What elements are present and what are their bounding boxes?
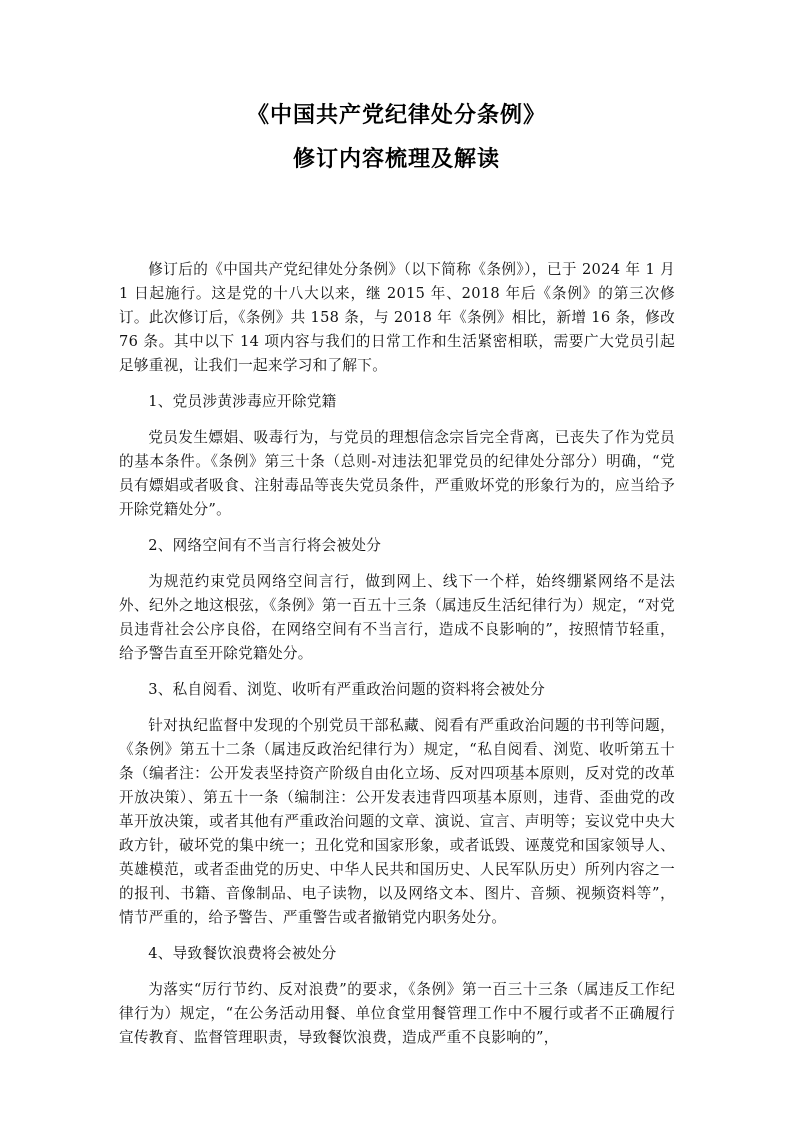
section-paragraph-3: 针对执纪监督中发现的个别党员干部私藏、阅看有严重政治问题的书刊等问题，《条例》第五十二条（属违反政治纪律行为）规定，“私自阅看、浏览、收听第五十条（编者注：公开发表坚持资产阶级自由化立场、反对四项基本原则，反对党的改革开放决策）、第五十一条（编制注：公开发表违背四项基本原则，违背、歪曲党的改革开放决策，或者其他有严重政治问题的文章、演说、宣言、声明等；妄议党中央大政方针，破坏党的集中统一；丑化党和国家形象，或者诋毁、诬蔑党和国家领导人、英雄模范，或者歪曲党的历史、中华人民共和国历史、人民军队历史）所列内容之一的报刊、书籍、音像制品、电子读物，以及网络文本、图片、音频、视频资料等”，情节严重的，给予警告、严重警告或者撤销党内职务处分。 — [119, 717, 675, 926]
section-heading-1: 1、党员涉黄涉毒应开除党籍 — [148, 393, 337, 410]
section-heading-4: 4、导致餐饮浪费将会被处分 — [148, 945, 337, 962]
section-paragraph-1: 党员发生嫖娼、吸毒行为，与党员的理想信念宗旨完全背离，已丧失了作为党员的基本条件。《条例》第三十条（总则-对违法犯罪党员的纪律处分部分）明确，“党员有嫖娼或者吸食、注射毒品等丧失党员条件，严重败坏党的形象行为的，应当给予开除党籍处分”。 — [119, 429, 675, 518]
section-paragraph-4: 为落实“厉行节约、反对浪费”的要求，《条例》第一百三十三条（属违反工作纪律行为）规定，“在公务活动用餐、单位食堂用餐管理工作中不履行或者不正确履行宣传教育、监督管理职责，导致餐饮浪费，造成严重不良影响的”， — [119, 981, 675, 1046]
section-paragraph-2: 为规范约束党员网络空间言行，做到网上、线下一个样，始终绷紧网络不是法外、纪外之地这根弦，《条例》第一百五十三条（属违反生活纪律行为）规定，“对党员违背社会公序良俗，在网络空间有不当言行，造成不良影响的”，按照情节轻重，给予警告直至开除党籍处分。 — [119, 573, 675, 662]
section-heading-3: 3、私自阅看、浏览、收听有严重政治问题的资料将会被处分 — [148, 681, 546, 698]
document-title — [0, 94, 793, 182]
document-body — [119, 258, 675, 1062]
title-line-2: 修订内容梳理及解读 — [292, 147, 500, 172]
title-line-1: 《中国共产党纪律处分条例》 — [246, 103, 546, 128]
section-heading-2: 2、网络空间有不当言行将会被处分 — [148, 537, 382, 554]
intro-paragraph: 修订后的《中国共产党纪律处分条例》（以下简称《条例》），已于 2024 年 1 月 1 日起施行。这是党的十八大以来，继 2015 年、2018 年后《条例》的第三次修订。此次修订后，《条例》共 158 条，与 2018 年《条例》相比，新增 16 条，修改 76 条。其中以下 14 项内容与我们的日常工作和生活紧密相联，需要广大党员引起足够重视，让我们一起来学习和了解下。 — [119, 261, 675, 374]
